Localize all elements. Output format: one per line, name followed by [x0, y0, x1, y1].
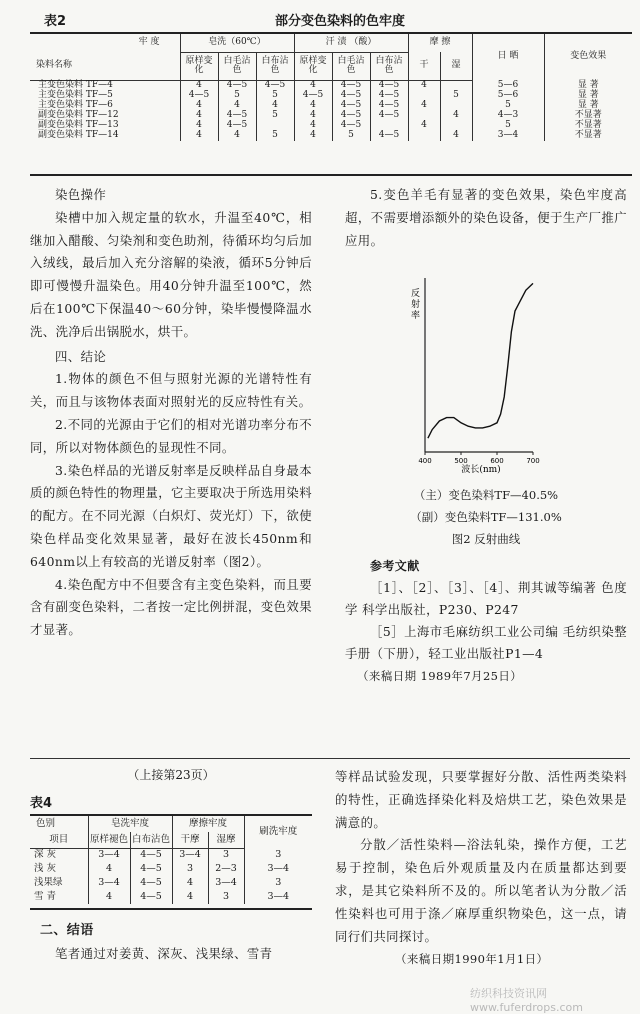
x-tick-label: 400 — [418, 457, 432, 465]
table2-cell — [370, 121, 408, 131]
reflectance-curve — [428, 283, 533, 438]
figure-legend — [345, 484, 627, 550]
table2-cell: 4—5 — [370, 80, 408, 91]
section-divider — [30, 758, 630, 759]
t4-header-cotton: 白布沾色 — [130, 832, 172, 848]
header-wool-stain-2: 白毛沾色 — [332, 52, 370, 80]
reflectance-chart — [405, 270, 545, 475]
table2-row — [30, 121, 632, 131]
table2-cell: 不显著 — [544, 131, 632, 141]
table2-cell: 5—6 — [472, 91, 544, 101]
table2-cell: 4—5 — [332, 80, 370, 91]
table2-cell: 显 著 — [544, 101, 632, 111]
legend-main: （主）变色染料TF—40.5% — [413, 488, 559, 502]
table2-cell — [440, 101, 472, 111]
table2-cell: 4 — [408, 80, 440, 91]
references — [345, 555, 627, 687]
table2-cell: 5 — [218, 91, 256, 101]
table4-cell: 3—4 — [172, 848, 208, 862]
table2-cell: 4—5 — [370, 101, 408, 111]
table2-cell: 4 — [294, 121, 332, 131]
table2-cell: 5 — [256, 91, 294, 101]
table2-row — [30, 91, 632, 101]
x-tick-label: 700 — [526, 457, 540, 465]
table2-cell: 4—5 — [370, 111, 408, 121]
table2-cell: 4—5 — [218, 111, 256, 121]
table2-cell — [256, 121, 294, 131]
header-soap: 皂洗（60℃） — [180, 34, 294, 52]
figure-caption: 图2 反射曲线 — [451, 532, 521, 546]
table2-cell: 5 — [332, 131, 370, 141]
continued-note — [30, 766, 312, 783]
table2-cell: 4—5 — [370, 91, 408, 101]
right-column-top — [345, 184, 627, 252]
table2-row — [30, 131, 632, 141]
dyeing-op-paragraph: 染槽中加入规定量的软水，升温至40℃，相继加入醋酸、匀染剂和变色助剂，待循环均匀后加入绒线，最后加入充分溶解的染液，循环5分钟后即可慢慢升温染色。用40分钟升温至100℃，然后在100℃下保温40～60分钟，染毕慢慢降温水洗、洗净后出锅脱水，烘干。 — [30, 209, 312, 339]
conclusion-3: 3.染色样品的光谱反射率是反映样品自身最本质的颜色特性的物理量，它主要取决于所选用染料的配方。在不同光源（白炽灯、荧光灯）下，欲使染色样品变化效果显著，最好在波长450nm和640nm以上有较高的光谱反射率（图2）。 — [30, 462, 312, 569]
figure-2-chart — [405, 270, 545, 475]
table2-cell: 5 — [472, 101, 544, 111]
dyeing-op-heading: 染色操作 — [55, 187, 107, 202]
x-tick-label: 500 — [454, 457, 468, 465]
bottom-right-column — [335, 766, 627, 971]
table2-cell: 4—5 — [294, 91, 332, 101]
conclusion-4: 4.染色配方中不但要含有主变色染料，而且要含有副变色染料，二者按一定比例拼混，变色效果才显著。 — [30, 576, 312, 638]
table4-cell: 4 — [88, 862, 130, 876]
table4-cell: 4—5 — [130, 876, 172, 890]
table4-bottom-rule — [30, 908, 312, 910]
t4-header-wet: 湿摩 — [208, 832, 244, 848]
left-column — [30, 184, 312, 642]
t4-header-soap: 皂洗牢度 — [88, 816, 172, 832]
table4-row — [30, 876, 312, 890]
table4-cell: 4—5 — [130, 862, 172, 876]
table2-cell: 4 — [180, 111, 218, 121]
table4-cell: 4—5 — [130, 848, 172, 862]
table4-cell: 3 — [208, 848, 244, 862]
table2-cell: 4—5 — [332, 121, 370, 131]
table2-cell: 4 — [218, 131, 256, 141]
continued-text: （上接第23页） — [127, 768, 215, 782]
table4-row — [30, 890, 312, 904]
table4-row — [30, 848, 312, 862]
t4-header-orig: 原样褪色 — [88, 832, 130, 848]
table2-row — [30, 80, 632, 91]
header-sweat: 汗 渍 （酸） — [294, 34, 408, 52]
conclusion-1: 1.物体的颜色不但与照射光源的光谱特性有关，而且与该物体表面对照射光的反应特性有关。 — [30, 371, 312, 410]
color-name-cell: 浅 灰 — [34, 863, 57, 875]
conclusion2-right-2: 分散／活性染料—浴法轧染，操作方便，工艺易于控制，染色后外观质量及内在质量都达到要求，是其它染料所不及的。所以笔者认为分散／活性染料也可用于涤／麻厚重织物染色，这一点，请同行们共同探讨。 — [335, 837, 627, 944]
table2-cell: 4—5 — [332, 91, 370, 101]
y-axis-label-text: 反射率 — [411, 289, 421, 321]
table2-cell: 4 — [408, 101, 440, 111]
table2-cell: 4 — [440, 131, 472, 141]
table2-cell: 4—5 — [218, 80, 256, 91]
table2-cell: 不显著 — [544, 121, 632, 131]
header-rub: 摩 擦 — [408, 34, 472, 52]
table2-cell: 5 — [256, 111, 294, 121]
conclusion2-left: 笔者通过对姜黄、深灰、浅果绿、雪青 — [55, 945, 273, 961]
table2-cell: 4—3 — [472, 111, 544, 121]
table2-cell — [408, 111, 440, 121]
dye-name-cell: 副变色染料 TF—13 — [38, 119, 119, 130]
section-conclusion-heading: 四、结论 — [55, 348, 107, 364]
header-cotton-stain: 白布沾色 — [256, 52, 294, 80]
table2-cell: 显 著 — [544, 91, 632, 101]
dye-name-cell: 主变色染料 TF—6 — [38, 99, 113, 110]
references-heading: 参考文献 — [370, 559, 420, 573]
table2-cell — [440, 80, 472, 91]
header-orig-change-2: 原样变化 — [294, 52, 332, 80]
table2-bottom-rule — [30, 174, 632, 176]
table2-cell: 4 — [218, 101, 256, 111]
table2-cell: 5 — [256, 131, 294, 141]
table4-cell: 3—4 — [244, 862, 312, 876]
table2-cell — [440, 121, 472, 131]
table4-cell: 4—5 — [130, 890, 172, 904]
legend-sub: （副）变色染料TF—131.0% — [410, 510, 562, 524]
dye-name-cell: 副变色染料 TF—14 — [38, 129, 119, 140]
table2-title: 部分变色染料的色牢度 — [274, 14, 405, 29]
table2-cell: 5—6 — [472, 80, 544, 91]
table2-row — [30, 101, 632, 111]
header-dry: 干 — [408, 52, 440, 80]
table2-cell: 4 — [180, 131, 218, 141]
t4-header-scrub: 刷洗牢度 — [244, 816, 312, 848]
table2-cell: 4 — [408, 121, 440, 131]
table2-cell: 4—5 — [180, 91, 218, 101]
table2-cell: 不显著 — [544, 111, 632, 121]
header-degree: 牢 度 — [138, 37, 160, 48]
bottom-left-column — [30, 920, 312, 966]
color-name-cell: 雪 青 — [34, 891, 57, 903]
section-conclusion2-heading: 二、结语 — [40, 923, 94, 938]
table2-cell: 4 — [180, 101, 218, 111]
table4-cell: 4 — [172, 876, 208, 890]
table2 — [30, 34, 632, 141]
table2-cell: 4 — [180, 121, 218, 131]
table2-cell: 4 — [180, 80, 218, 91]
table4-cell: 3 — [244, 848, 312, 862]
table2-cell: 4 — [294, 131, 332, 141]
header-orig-change: 原样变化 — [180, 52, 218, 80]
conclusion-5: 5.变色羊毛有显著的变色效果，染色牢度高超，不需要增添额外的染色设备，便于生产厂推广应用。 — [345, 187, 627, 248]
table2-cell: 4 — [440, 111, 472, 121]
reference-1: ［1］、［2］、［3］、［4］、荆其诚等编著 色度学 科学出版社，P230、P247 — [345, 580, 627, 617]
received-date: （来稿日期 1989年7月25日） — [357, 669, 523, 683]
table2-cell: 4—5 — [332, 111, 370, 121]
table4-cell: 3 — [208, 890, 244, 904]
table4-row — [30, 862, 312, 876]
table4-label: 表4 — [30, 796, 53, 811]
table2-cell: 显 著 — [544, 80, 632, 91]
color-name-cell: 浅果绿 — [34, 877, 63, 889]
table2-label: 表2 — [44, 14, 67, 29]
received-date-2: （来稿日期1990年1月1日） — [395, 952, 549, 967]
table4-cell: 4 — [172, 890, 208, 904]
table2-cell: 4—5 — [256, 80, 294, 91]
y-axis-label — [411, 287, 420, 321]
table4-cell: 3—4 — [208, 876, 244, 890]
dye-name-cell: 主变色染料 TF—5 — [38, 89, 113, 100]
table4-cell: 3 — [172, 862, 208, 876]
table2-cell: 3—4 — [472, 131, 544, 141]
t4-header-dye: 色别 — [36, 818, 56, 830]
table2-cell: 5 — [472, 121, 544, 131]
table4 — [30, 816, 312, 904]
table2-cell: 5 — [440, 91, 472, 101]
table2-cell: 4 — [256, 101, 294, 111]
header-wool-stain: 白毛沾色 — [218, 52, 256, 80]
header-wet: 湿 — [440, 52, 472, 80]
table2-cell: 4—5 — [332, 101, 370, 111]
table4-cell: 3—4 — [88, 848, 130, 862]
conclusion-2: 2.不同的光源由于它们的相对光谱功率分布不同，所以对物体颜色的显现性不同。 — [30, 416, 312, 455]
table2-cell: 4—5 — [370, 131, 408, 141]
watermark: 纺织科技资讯网 www.fuferdrops.com — [470, 987, 583, 1014]
dye-name-cell: 主变色染料 TF—4 — [38, 79, 113, 90]
table4-cell: 2—3 — [208, 862, 244, 876]
t4-header-dry: 干摩 — [172, 832, 208, 848]
header-dye-name: 染料名称 — [30, 52, 180, 80]
header-cotton-stain-2: 白布沾色 — [370, 52, 408, 80]
table2-cell: 4 — [294, 111, 332, 121]
dye-name-cell: 副变色染料 TF—12 — [38, 109, 119, 120]
table4-cell: 3—4 — [88, 876, 130, 890]
table2-cell: 4—5 — [218, 121, 256, 131]
table4-cell: 3—4 — [244, 890, 312, 904]
table2-row — [30, 111, 632, 121]
header-effect: 变色效果 — [544, 34, 632, 80]
x-axis-label: 波长(nm) — [461, 465, 501, 475]
table2-cell: 4 — [294, 80, 332, 91]
table2-cell: 4 — [294, 101, 332, 111]
color-name-cell: 深 灰 — [34, 849, 57, 861]
table2-cell — [408, 131, 440, 141]
header-sun: 日 晒 — [472, 34, 544, 80]
x-tick-label: 600 — [490, 457, 504, 465]
t4-header-item: 项目 — [30, 832, 88, 848]
reference-2: ［5］上海市毛麻纺织工业公司编 毛纺织染整手册（下册），轻工业出版社P1—4 — [345, 624, 627, 661]
table2-cell — [408, 91, 440, 101]
t4-header-rub: 摩擦牢度 — [172, 816, 244, 832]
conclusion2-right-1: 等样品试验发现，只要掌握好分散、活性两类染料的特性，正确选择染化料及焙烘工艺，染色效果是满意的。 — [335, 769, 627, 830]
table4-cell: 3 — [244, 876, 312, 890]
table4-cell: 4 — [88, 890, 130, 904]
